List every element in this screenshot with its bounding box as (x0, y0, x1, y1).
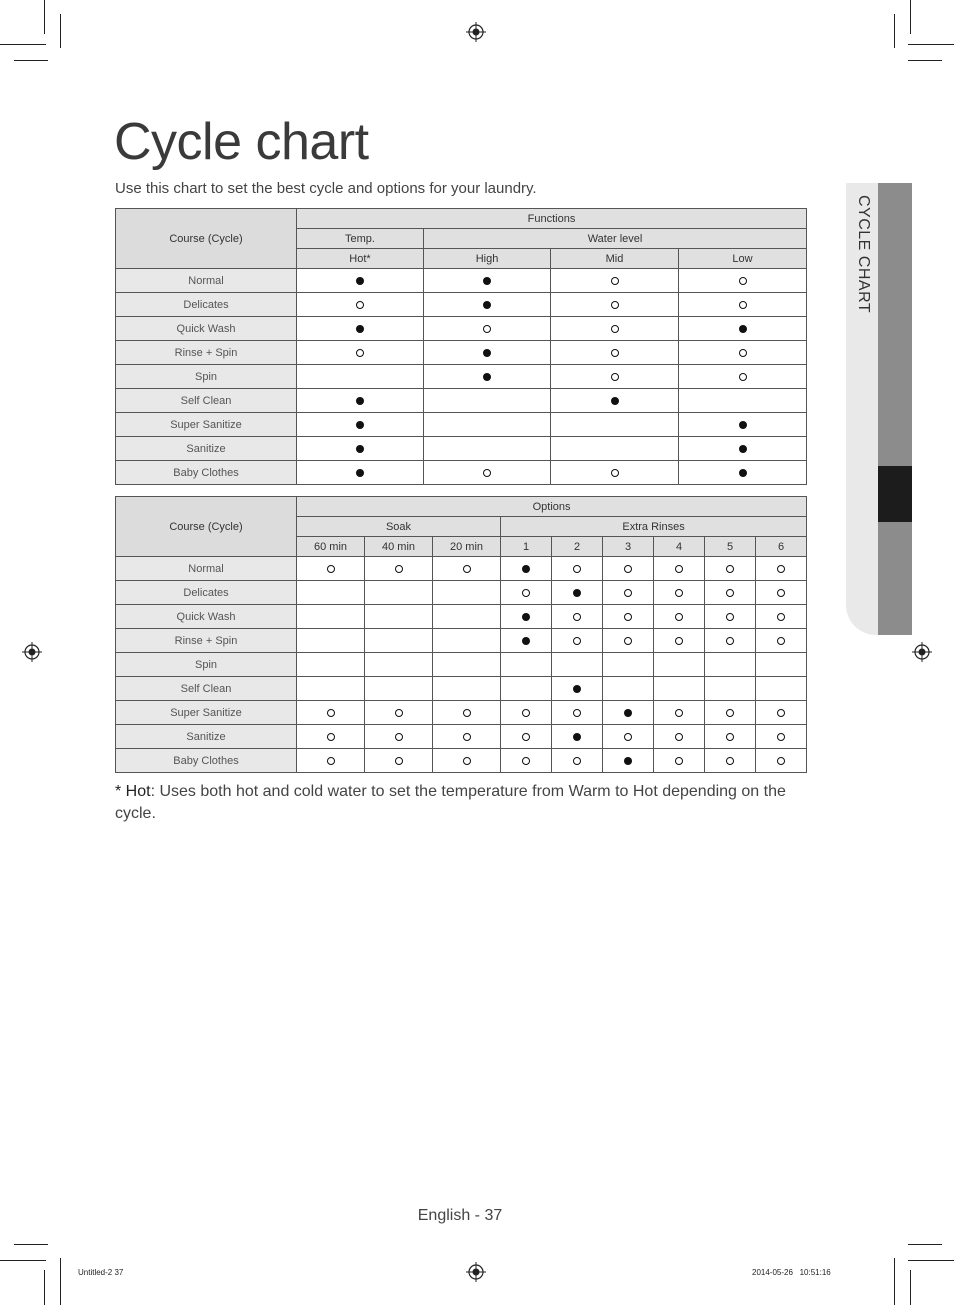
course-label: Sanitize (116, 725, 297, 749)
registration-mark-icon (466, 1262, 486, 1282)
table-cell (756, 725, 807, 749)
table-cell (679, 317, 807, 341)
table-cell (551, 461, 679, 485)
table-cell (424, 293, 551, 317)
table-cell (297, 653, 365, 677)
table-cell (705, 557, 756, 581)
table-cell (297, 293, 424, 317)
table-cell (551, 269, 679, 293)
filled-circle-icon (356, 421, 364, 429)
table-cell (433, 629, 501, 653)
table-cell (501, 749, 552, 773)
table-cell (552, 605, 603, 629)
crop-mark (44, 0, 45, 34)
table-cell (433, 725, 501, 749)
crop-mark (14, 1244, 48, 1245)
filled-circle-icon (356, 325, 364, 333)
table-cell (365, 677, 433, 701)
table-cell (679, 269, 807, 293)
course-label: Quick Wash (116, 317, 297, 341)
table-cell (297, 701, 365, 725)
filled-circle-icon (483, 349, 491, 357)
empty-circle-icon (611, 277, 619, 285)
empty-circle-icon (463, 709, 471, 717)
table-cell (551, 413, 679, 437)
filled-circle-icon (483, 373, 491, 381)
empty-circle-icon (463, 565, 471, 573)
table-cell (433, 701, 501, 725)
empty-circle-icon (739, 301, 747, 309)
table-cell (433, 581, 501, 605)
empty-circle-icon (522, 757, 530, 765)
crop-mark (894, 14, 895, 48)
table-cell (552, 653, 603, 677)
table-cell (603, 725, 654, 749)
empty-circle-icon (611, 373, 619, 381)
filled-circle-icon (739, 469, 747, 477)
filled-circle-icon (573, 589, 581, 597)
empty-circle-icon (777, 709, 785, 717)
column-header: 40 min (365, 537, 433, 557)
empty-circle-icon (327, 709, 335, 717)
table-cell (552, 581, 603, 605)
empty-circle-icon (726, 757, 734, 765)
filled-circle-icon (522, 565, 530, 573)
column-header: 60 min (297, 537, 365, 557)
empty-circle-icon (356, 301, 364, 309)
empty-circle-icon (522, 733, 530, 741)
empty-circle-icon (395, 565, 403, 573)
filled-circle-icon (356, 397, 364, 405)
filled-circle-icon (739, 445, 747, 453)
table-cell (552, 629, 603, 653)
table-cell (433, 653, 501, 677)
table-cell (552, 749, 603, 773)
table-cell (297, 269, 424, 293)
footnote-text: : Uses both hot and cold water to set the temperature from Warm to Hot depending on the cycle. (115, 783, 786, 822)
empty-circle-icon (726, 709, 734, 717)
registration-mark-icon (22, 642, 42, 662)
table-cell (654, 677, 705, 701)
crop-mark (60, 14, 61, 48)
crop-mark (0, 44, 46, 45)
empty-circle-icon (726, 565, 734, 573)
table-cell (365, 749, 433, 773)
table-cell (654, 749, 705, 773)
filled-circle-icon (611, 397, 619, 405)
crop-mark (908, 44, 954, 45)
table-row (116, 557, 807, 581)
empty-circle-icon (573, 565, 581, 573)
filled-circle-icon (739, 421, 747, 429)
table-cell (756, 749, 807, 773)
table-cell (365, 581, 433, 605)
table-row (116, 269, 807, 293)
empty-circle-icon (463, 733, 471, 741)
table-cell (756, 605, 807, 629)
empty-circle-icon (777, 613, 785, 621)
table-cell (654, 725, 705, 749)
empty-circle-icon (611, 325, 619, 333)
table-row (116, 341, 807, 365)
empty-circle-icon (675, 613, 683, 621)
empty-circle-icon (522, 709, 530, 717)
column-header: 5 (705, 537, 756, 557)
column-header: 3 (603, 537, 654, 557)
table-row (116, 389, 807, 413)
course-label: Super Sanitize (116, 413, 297, 437)
course-label: Sanitize (116, 437, 297, 461)
table-cell (603, 557, 654, 581)
course-label: Baby Clothes (116, 461, 297, 485)
empty-circle-icon (726, 589, 734, 597)
course-label: Spin (116, 365, 297, 389)
extra-rinses-header: Extra Rinses (501, 517, 807, 537)
print-slug-right: 2014-05-26 10:51:16 (752, 1268, 831, 1277)
table-cell (552, 701, 603, 725)
table-cell (297, 389, 424, 413)
table-cell (424, 461, 551, 485)
table-cell (424, 413, 551, 437)
table-cell (552, 557, 603, 581)
course-label: Self Clean (116, 677, 297, 701)
table-cell (679, 413, 807, 437)
empty-circle-icon (395, 709, 403, 717)
column-header: 4 (654, 537, 705, 557)
column-header: Low (679, 249, 807, 269)
table-cell (433, 677, 501, 701)
empty-circle-icon (327, 565, 335, 573)
table-cell (424, 437, 551, 461)
table-row (116, 365, 807, 389)
empty-circle-icon (573, 637, 581, 645)
filled-circle-icon (573, 733, 581, 741)
course-label: Spin (116, 653, 297, 677)
table-row (116, 653, 807, 677)
table-row (116, 293, 807, 317)
table-cell (603, 677, 654, 701)
page-title: Cycle chart (114, 113, 369, 171)
empty-circle-icon (739, 349, 747, 357)
empty-circle-icon (624, 733, 632, 741)
table-cell (297, 749, 365, 773)
table-cell (297, 677, 365, 701)
table-cell (705, 701, 756, 725)
options-table (115, 496, 807, 773)
empty-circle-icon (675, 565, 683, 573)
table-cell (705, 725, 756, 749)
empty-circle-icon (573, 757, 581, 765)
empty-circle-icon (395, 757, 403, 765)
table-cell (297, 581, 365, 605)
registration-mark-icon (912, 642, 932, 662)
table-cell (603, 653, 654, 677)
crop-mark (14, 60, 48, 61)
column-header: 6 (756, 537, 807, 557)
table-cell (551, 389, 679, 413)
side-tab-strip (878, 183, 912, 635)
table-cell (297, 341, 424, 365)
table-cell (501, 605, 552, 629)
table-cell (705, 581, 756, 605)
course-label: Baby Clothes (116, 749, 297, 773)
table-cell (424, 317, 551, 341)
table-cell (501, 629, 552, 653)
empty-circle-icon (573, 709, 581, 717)
table-cell (679, 389, 807, 413)
table-cell (552, 725, 603, 749)
course-label: Rinse + Spin (116, 629, 297, 653)
table-cell (551, 317, 679, 341)
empty-circle-icon (611, 469, 619, 477)
table-row (116, 677, 807, 701)
empty-circle-icon (395, 733, 403, 741)
table-cell (756, 557, 807, 581)
table-cell (424, 269, 551, 293)
course-header: Course (Cycle) (116, 209, 297, 269)
empty-circle-icon (777, 637, 785, 645)
course-label: Normal (116, 557, 297, 581)
table-cell (365, 725, 433, 749)
empty-circle-icon (483, 469, 491, 477)
temp-header: Temp. (297, 229, 424, 249)
table-cell (679, 437, 807, 461)
table-cell (297, 461, 424, 485)
crop-mark (44, 1270, 45, 1305)
table-row (116, 749, 807, 773)
footnote-term: * Hot (115, 783, 151, 800)
column-header: High (424, 249, 551, 269)
table-cell (705, 653, 756, 677)
course-label: Delicates (116, 581, 297, 605)
empty-circle-icon (739, 277, 747, 285)
empty-circle-icon (777, 757, 785, 765)
crop-mark (910, 1270, 911, 1305)
empty-circle-icon (675, 589, 683, 597)
course-label: Normal (116, 269, 297, 293)
table-cell (297, 317, 424, 341)
functions-header: Functions (297, 209, 807, 229)
table-row (116, 437, 807, 461)
filled-circle-icon (522, 637, 530, 645)
table-cell (756, 701, 807, 725)
empty-circle-icon (356, 349, 364, 357)
table-cell (365, 605, 433, 629)
crop-mark (908, 60, 942, 61)
page-number: English - 37 (417, 1207, 503, 1224)
empty-circle-icon (611, 301, 619, 309)
filled-circle-icon (624, 709, 632, 717)
table-cell (705, 629, 756, 653)
table-cell (297, 413, 424, 437)
table-cell (603, 629, 654, 653)
table-cell (551, 365, 679, 389)
course-label: Delicates (116, 293, 297, 317)
empty-circle-icon (573, 613, 581, 621)
course-label: Rinse + Spin (116, 341, 297, 365)
filled-circle-icon (356, 445, 364, 453)
table-cell (705, 749, 756, 773)
crop-mark (894, 1258, 895, 1305)
table-cell (756, 677, 807, 701)
table-cell (365, 557, 433, 581)
table-cell (603, 581, 654, 605)
filled-circle-icon (522, 613, 530, 621)
crop-mark (910, 0, 911, 34)
table-cell (297, 437, 424, 461)
table-cell (679, 293, 807, 317)
table-cell (501, 725, 552, 749)
filled-circle-icon (624, 757, 632, 765)
table-cell (551, 341, 679, 365)
empty-circle-icon (777, 589, 785, 597)
column-header: 2 (552, 537, 603, 557)
empty-circle-icon (463, 757, 471, 765)
crop-mark (60, 1258, 61, 1305)
options-header: Options (297, 497, 807, 517)
table-row (116, 413, 807, 437)
empty-circle-icon (675, 709, 683, 717)
table-cell (603, 749, 654, 773)
table-cell (433, 557, 501, 581)
empty-circle-icon (726, 733, 734, 741)
table-cell (756, 629, 807, 653)
course-label: Quick Wash (116, 605, 297, 629)
filled-circle-icon (483, 277, 491, 285)
section-side-tab (846, 183, 912, 635)
table-cell (424, 341, 551, 365)
table-cell (679, 365, 807, 389)
table-row (116, 605, 807, 629)
registration-mark-icon (466, 22, 486, 42)
table-cell (501, 653, 552, 677)
course-label: Self Clean (116, 389, 297, 413)
empty-circle-icon (726, 637, 734, 645)
table-cell (365, 653, 433, 677)
table-cell (433, 749, 501, 773)
empty-circle-icon (675, 637, 683, 645)
hot-footnote (115, 781, 805, 825)
table-cell (756, 653, 807, 677)
column-header: 1 (501, 537, 552, 557)
table-cell (654, 701, 705, 725)
table-cell (654, 581, 705, 605)
empty-circle-icon (522, 589, 530, 597)
table-cell (756, 581, 807, 605)
table-cell (501, 677, 552, 701)
table-cell (705, 677, 756, 701)
table-cell (424, 389, 551, 413)
filled-circle-icon (573, 685, 581, 693)
table-cell (654, 557, 705, 581)
table-cell (297, 605, 365, 629)
table-cell (705, 605, 756, 629)
course-label: Super Sanitize (116, 701, 297, 725)
column-header: 20 min (433, 537, 501, 557)
empty-circle-icon (624, 589, 632, 597)
empty-circle-icon (726, 613, 734, 621)
table-cell (501, 581, 552, 605)
column-header: Hot* (297, 249, 424, 269)
table-cell (365, 629, 433, 653)
table-cell (501, 557, 552, 581)
table-cell (365, 701, 433, 725)
table-row (116, 725, 807, 749)
empty-circle-icon (483, 325, 491, 333)
empty-circle-icon (611, 349, 619, 357)
table-cell (679, 341, 807, 365)
empty-circle-icon (675, 757, 683, 765)
table-cell (603, 605, 654, 629)
table-cell (297, 557, 365, 581)
table-cell (297, 629, 365, 653)
table-cell (603, 701, 654, 725)
table-cell (654, 653, 705, 677)
table-cell (654, 629, 705, 653)
crop-mark (0, 1260, 46, 1261)
intro-text: Use this chart to set the best cycle and options for your laundry. (115, 180, 537, 197)
table-cell (552, 677, 603, 701)
empty-circle-icon (624, 637, 632, 645)
empty-circle-icon (624, 613, 632, 621)
print-slug-left: Untitled-2 37 (78, 1268, 124, 1277)
side-tab-marker (878, 466, 912, 522)
empty-circle-icon (739, 373, 747, 381)
column-header: Mid (551, 249, 679, 269)
table-cell (501, 701, 552, 725)
table-cell (551, 437, 679, 461)
table-cell (297, 725, 365, 749)
course-header: Course (Cycle) (116, 497, 297, 557)
empty-circle-icon (777, 565, 785, 573)
water-level-header: Water level (424, 229, 807, 249)
functions-table (115, 208, 807, 485)
table-row (116, 629, 807, 653)
table-cell (297, 365, 424, 389)
crop-mark (908, 1244, 942, 1245)
table-row (116, 461, 807, 485)
empty-circle-icon (675, 733, 683, 741)
filled-circle-icon (739, 325, 747, 333)
empty-circle-icon (624, 565, 632, 573)
table-cell (424, 365, 551, 389)
filled-circle-icon (356, 277, 364, 285)
soak-header: Soak (297, 517, 501, 537)
table-row (116, 581, 807, 605)
table-row (116, 701, 807, 725)
table-cell (679, 461, 807, 485)
table-cell (551, 293, 679, 317)
crop-mark (908, 1260, 954, 1261)
side-tab-label: CYCLE CHART (855, 195, 872, 314)
empty-circle-icon (777, 733, 785, 741)
filled-circle-icon (483, 301, 491, 309)
empty-circle-icon (327, 757, 335, 765)
table-cell (433, 605, 501, 629)
empty-circle-icon (327, 733, 335, 741)
filled-circle-icon (356, 469, 364, 477)
table-row (116, 317, 807, 341)
table-cell (654, 605, 705, 629)
